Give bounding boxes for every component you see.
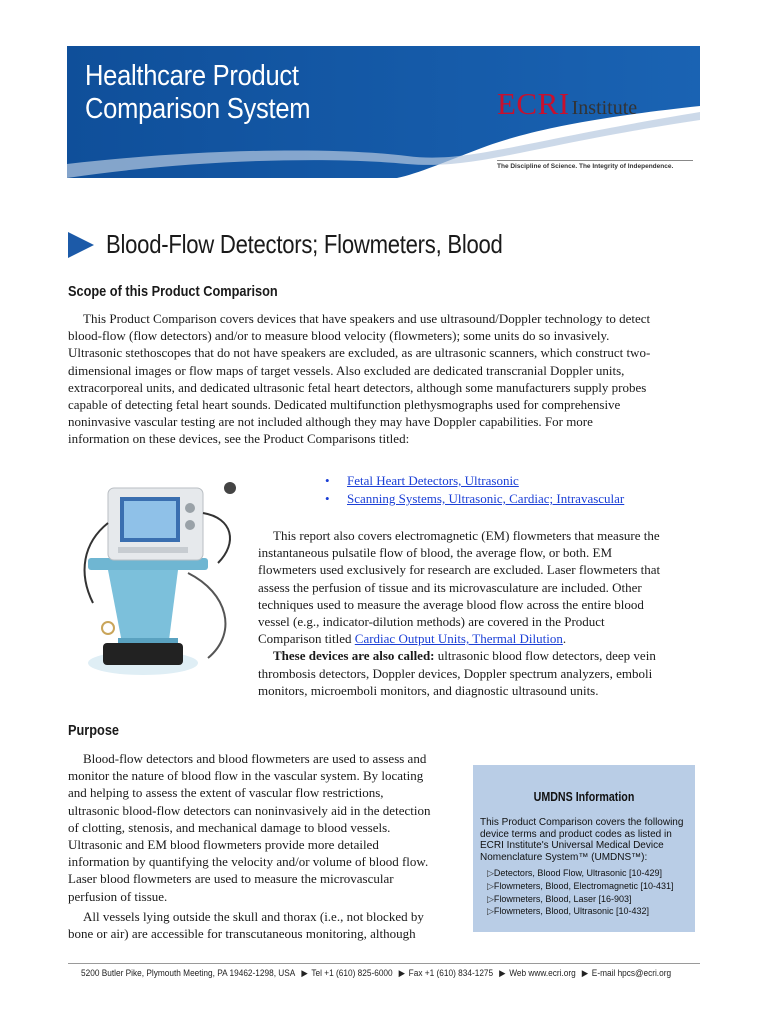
also-called-line <box>258 647 708 664</box>
triangle-icon: ▷ <box>487 868 494 878</box>
scope-line: blood-flow (flow detectors) and/or to measure blood velocity (flowmeters); some units do so invasively. <box>68 328 610 344</box>
logo-rule <box>497 160 693 161</box>
em-line: flowmeters used exclusively for research are excluded. Laser flowmeters that <box>258 562 661 578</box>
umdns-intro <box>480 817 683 863</box>
logo-main-text: ECRI <box>497 86 570 121</box>
banner-title-line2: Comparison System <box>85 93 311 125</box>
title-row <box>68 229 573 260</box>
related-link-item <box>325 490 624 508</box>
triangle-icon: ▷ <box>487 906 494 917</box>
also-called-line: monitors, microemboli monitors, and diagnostic ultrasound units. <box>258 682 599 698</box>
related-links-list <box>325 472 624 508</box>
purpose-line: perfusion of tissue. <box>68 888 168 904</box>
umdns-item-text: Flowmeters, Blood, Electromagnetic [10-431] <box>493 880 674 891</box>
umdns-intro-line: This Product Comparison covers the following <box>480 817 684 828</box>
purpose-line: Ultrasonic and EM blood flowmeters provide more detailed <box>68 837 379 853</box>
scope-line: information on these devices, see the Product Comparisons titled: <box>68 431 410 447</box>
purpose-line: information by quantifying the velocity and/or volume of blood flow. <box>68 854 429 870</box>
umdns-item-text: Flowmeters, Blood, Ultrasonic [10-432] <box>493 906 649 917</box>
link-cardiac-output-units[interactable]: Cardiac Output Units, Thermal Dilution <box>354 631 563 647</box>
ecri-logo <box>497 86 637 122</box>
umdns-info-box <box>473 765 695 932</box>
banner-title <box>85 60 310 126</box>
umdns-list <box>487 867 674 918</box>
umdns-item <box>487 867 674 880</box>
arrow-icon: ▶ <box>499 968 506 978</box>
banner-title-line1: Healthcare Product <box>85 60 299 92</box>
umdns-item-text: Flowmeters, Blood, Laser [16-903] <box>493 893 632 904</box>
em-line: assess the perfusion of tissue and its microvasculature are included. Other <box>258 579 642 595</box>
umdns-item <box>487 905 674 918</box>
umdns-item <box>487 880 674 893</box>
title-arrow-icon <box>68 232 94 258</box>
purpose-line: ultrasonic blood-flow detectors can noninvasively aid in the detection <box>68 802 431 818</box>
purpose-line: Laser blood flowmeters are used to measure the microvascular <box>68 871 394 887</box>
umdns-intro-line: ECRI Institute's Universal Medical Device <box>480 840 664 851</box>
umdns-title: UMDNS Information <box>533 789 635 804</box>
also-called-line: thrombosis detectors, Doppler devices, Doppler spectrum analyzers, emboli <box>258 665 653 681</box>
logo-tagline: The Discipline of Science. The Integrity of Independence. <box>497 163 674 170</box>
purpose-line: All vessels lying outside the skull and thorax (i.e., not blocked by <box>83 908 424 924</box>
triangle-icon: ▷ <box>487 880 494 891</box>
scope-line: This Product Comparison covers devices that have speakers and use ultrasound/Doppler technology to detect <box>83 311 651 326</box>
scope-line: noninvasive vascular testing are not included although they may have Doppler capabilities. For more <box>68 414 593 430</box>
footer <box>81 968 675 979</box>
purpose-line: monitor the nature of blood flow in the vascular system. By locating <box>68 768 424 784</box>
footer-address: 5200 Butler Pike, Plymouth Meeting, PA 19462-1298, USA <box>81 968 296 978</box>
umdns-intro-line: device terms and product codes as listed in <box>480 828 672 840</box>
page-title: Blood-Flow Detectors; Flowmeters, Blood <box>106 229 503 259</box>
purpose-line: of clotting, stenosis, and mechanical damage to blood vessels. <box>68 819 391 835</box>
footer-web: Web www.ecri.org <box>509 968 576 978</box>
scope-heading: Scope of this Product Comparison <box>68 283 278 300</box>
em-line-last <box>258 630 708 647</box>
em-last-suffix: . <box>562 631 567 647</box>
umdns-intro-line: Nomenclature System™ (UMDNS™): <box>480 851 648 863</box>
scope-line: extracorporeal units, and dedicated ultrasonic fetal heart detectors, although some manufacturers supply probes <box>68 379 647 395</box>
purpose-paragraph <box>68 750 468 942</box>
purpose-heading: Purpose <box>68 722 120 739</box>
also-called-label: These devices are also called: <box>273 648 435 664</box>
purpose-line: and helping to assess the extent of vascular flow restrictions, <box>68 785 384 801</box>
arrow-icon: ▶ <box>398 968 405 978</box>
purpose-line: bone or air) are accessible for transcutaneous monitoring, although <box>68 926 416 942</box>
scope-line: capable of detecting fetal heart sounds. Dedicated multifunction plethysmographs used for comprehensive <box>68 397 621 413</box>
scope-line: dimensional images or flow maps of target vessels. Also excluded are dedicated transcranial Doppler units, <box>68 362 625 378</box>
footer-fax: Fax +1 (610) 834-1275 <box>408 968 494 978</box>
em-line: vessel (e.g., indicator-dilution methods) are covered in the Product <box>258 614 605 630</box>
arrow-icon: ▶ <box>301 968 308 978</box>
footer-tel: Tel +1 (610) 825-6000 <box>311 968 393 978</box>
scope-paragraph <box>68 310 708 448</box>
scope-line: Ultrasonic stethoscopes that do not have speakers are excluded, as are ultrasonic scanners, which construct two- <box>68 345 651 361</box>
em-paragraph <box>258 527 708 699</box>
related-link-item <box>325 472 624 490</box>
umdns-item-text: Detectors, Blood Flow, Ultrasonic [10-429] <box>493 868 662 878</box>
purpose-line: Blood-flow detectors and blood flowmeters are used to assess and <box>83 751 427 766</box>
footer-rule <box>68 963 700 964</box>
triangle-icon: ▷ <box>487 893 494 904</box>
em-line: This report also covers electromagnetic (EM) flowmeters that measure the <box>273 528 660 543</box>
link-scanning-systems[interactable]: Scanning Systems, Ultrasonic, Cardiac; Intravascular <box>347 491 625 506</box>
flowmeter-device-image <box>68 463 248 688</box>
umdns-item <box>487 893 674 906</box>
em-last-prefix: Comparison titled <box>258 631 355 647</box>
arrow-icon: ▶ <box>581 968 589 978</box>
logo-institute-text: Institute <box>571 97 638 119</box>
also-called-text: ultrasonic blood flow detectors, deep vein <box>434 648 656 664</box>
footer-email: E-mail hpcs@ecri.org <box>591 968 672 978</box>
link-fetal-heart-detectors[interactable]: Fetal Heart Detectors, Ultrasonic <box>347 473 519 488</box>
em-line: techniques used to measure the average blood flow across the entire blood <box>258 596 644 612</box>
em-line: instantaneous pulsatile flow of blood, the average flow, or both. EM <box>258 545 613 561</box>
